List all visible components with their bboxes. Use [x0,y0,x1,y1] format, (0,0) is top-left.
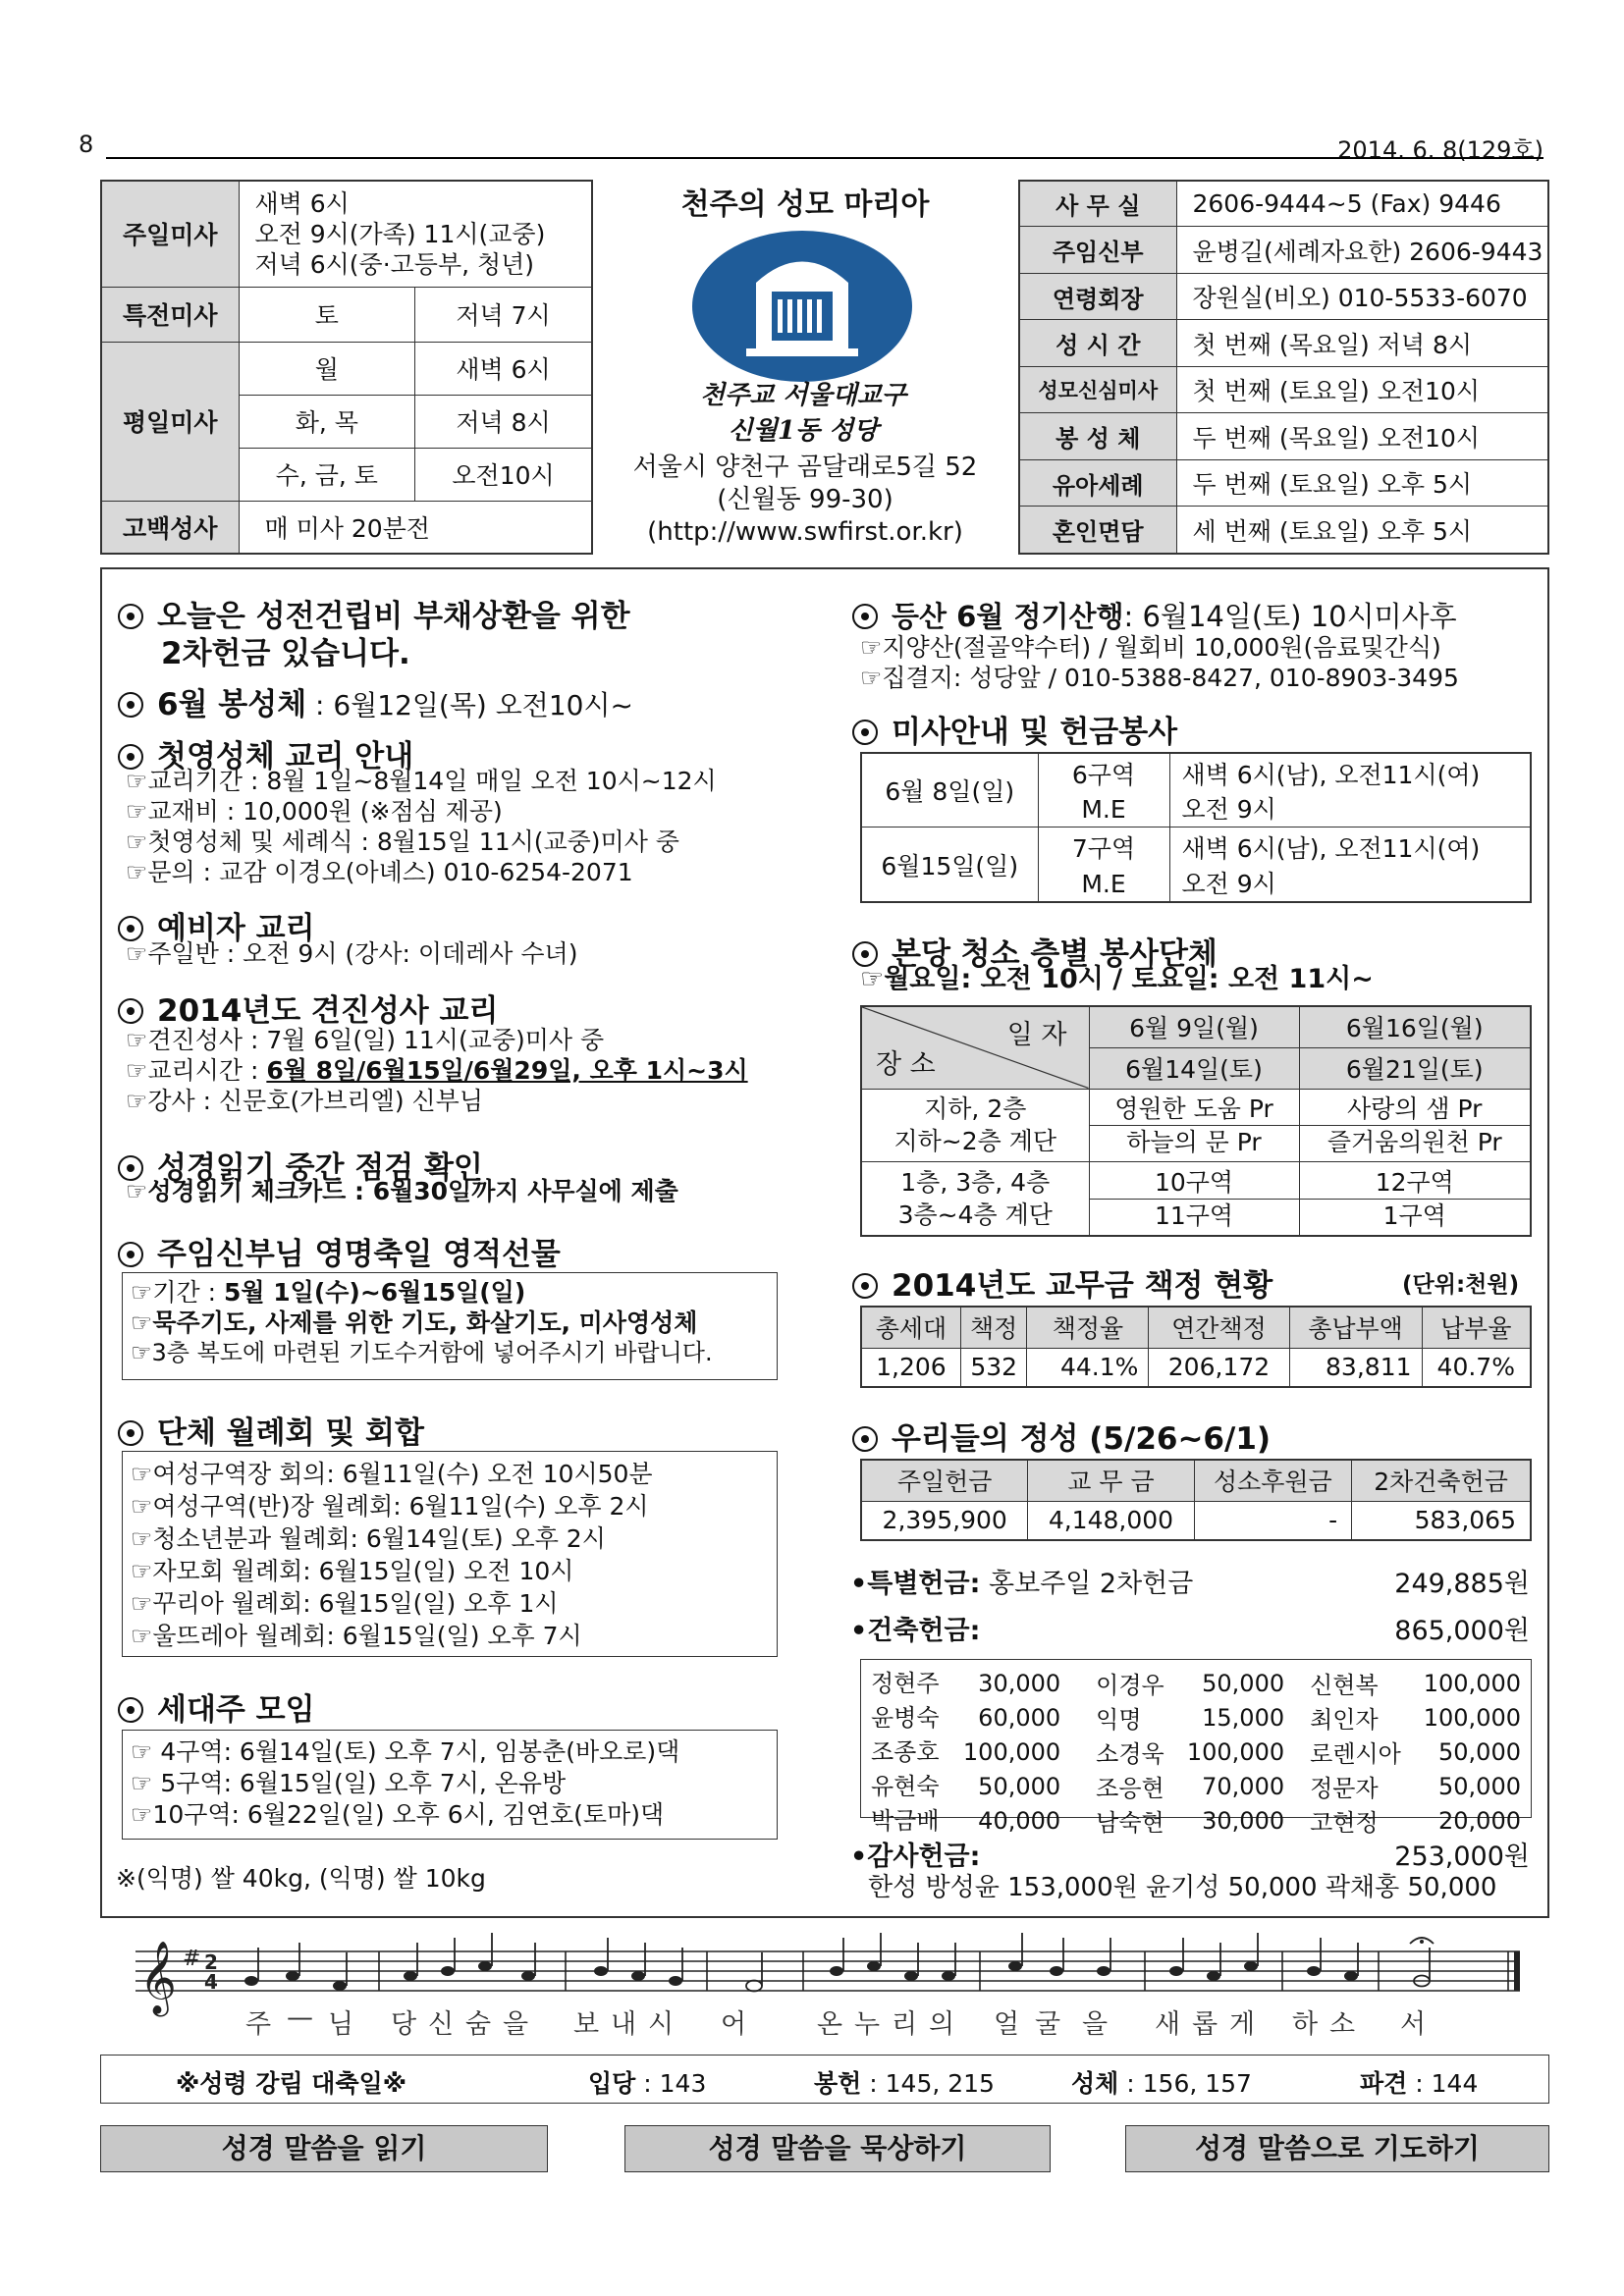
contact-label: 성모신심미사 [1019,366,1176,413]
section-title: 오늘은 성전건립비 부채상환을 위한 [157,599,630,634]
donor: 조종호 [871,1737,940,1766]
assign-line: 영원한 도움 Pr [1090,1093,1299,1126]
feast-name: ※성령 강림 대축일※ [176,2069,407,2098]
place-line: 지하~2층 계단 [893,1127,1057,1156]
sunday-time: 오전 9시(가족) 11시(교중) [254,219,546,248]
lyric: 하 [1292,2009,1319,2040]
contact-label: 연령회장 [1019,273,1176,320]
donor-amount: 100,000 [1186,1737,1285,1766]
place-line: 1층, 3층, 4층 [900,1168,1051,1198]
special-offering-desc: 홍보주일 2차헌금 [988,1569,1194,1599]
dues-header: 총납부액 [1289,1307,1422,1348]
info-line: ☞청소년분과 월례회: 6월14일(토) 오후 2시 [131,1524,606,1553]
special-mass-label: 특전미사 [101,287,239,342]
donor-amount: 15,000 [1202,1703,1285,1732]
lyric: 새 [1155,2009,1181,2040]
feast-gift-box [122,1272,778,1380]
lyric: 을 [1082,2009,1109,2040]
cleaning-date: 6월14일(토) [1089,1047,1299,1089]
info-line: ☞울뜨레아 월례회: 6월15일(일) 오후 7시 [131,1622,582,1650]
header-rule [106,157,1543,159]
dues-header: 책정율 [1027,1307,1149,1348]
lyric: 얼 [994,2009,1020,2040]
service-time: 오전 9시 [1169,793,1531,828]
info-line [131,1277,769,1308]
donor: 신현복 [1310,1672,1379,1699]
info-line: ☞묵주기도, 사제를 위한 기도, 화살기도, 미사영성체 [131,1308,698,1337]
entrance-hymn [588,2064,706,2100]
donor: 소경욱 [1096,1740,1164,1768]
info-line: ☞문의 : 교감 이경오(아녜스) 010-6254-2071 [126,858,633,886]
hymn-label: 파견 [1360,2069,1408,2098]
donor-amount: 30,000 [978,1669,1061,1697]
donor: 고현정 [1310,1809,1379,1837]
cleaning-place [861,1089,1089,1162]
donor: 박금배 [871,1806,940,1835]
info-line: ☞집결지: 성당앞 / 010-5388-8427, 010-8903-3495 [860,664,1459,692]
sunday-mass-label: 주일미사 [101,181,239,287]
hiking-lines [860,632,1459,693]
bullet-icon [118,998,143,1024]
offering-table [860,1459,1532,1541]
place-line: 지하, 2층 [924,1095,1027,1124]
donor: 최인자 [1310,1706,1379,1734]
lyric: 주 [245,2009,272,2040]
mass-schedule-table [100,180,593,555]
section-title: 첫영성체 교리 안내 [157,739,414,774]
lyric: 게 [1229,2009,1256,2040]
offering-header: 성소후원금 [1194,1460,1352,1501]
parish-logo [689,229,915,384]
lyric: 신 [428,2009,455,2040]
donor-amount: 20,000 [1438,1806,1521,1835]
building-offering-label: •건축헌금: [850,1616,981,1646]
contact-label: 혼인면담 [1019,507,1176,554]
info-line: ☞여성구역(반)장 월례회: 6월11일(수) 오후 2시 [131,1492,649,1521]
cleaning-date: 6월21일(토) [1299,1047,1531,1089]
householder-box [122,1730,778,1840]
info-line: ☞견진성사 : 7월 6일(일) 11시(교중)미사 중 [126,1026,605,1054]
lyric: 보 [573,2009,600,2040]
section-mass-service [852,707,1177,751]
building-offering-amount: 865,000원 [1394,1616,1530,1646]
section-title: 성경읽기 중간 점검 확인 [157,1150,483,1186]
offering-value: 2,395,900 [861,1501,1028,1540]
place-line: 3층~4층 계단 [897,1201,1053,1230]
cleaning-assign [1299,1089,1531,1162]
contact-value: 첫 번째 (목요일) 저녁 8시 [1176,320,1548,367]
thanks-offering-label: •감사헌금: [850,1842,981,1872]
info-line: ☞강사 : 신문호(가브리엘) 신부님 [126,1087,483,1115]
hymn-number: : 156, 157 [1118,2069,1252,2098]
corner-label-place: 장 소 [876,1048,936,1080]
weekday-time: 오전10시 [415,448,592,501]
contact-label: 주임신부 [1019,227,1176,274]
section-dues [852,1260,1272,1305]
special-offering [850,1569,1193,1599]
section-title: 본당 청소 층별 봉사단체 [892,936,1218,972]
lyric: — [287,2002,313,2033]
dues-value: 532 [960,1348,1027,1387]
info-line: ☞3층 복도에 마련된 기도수거함에 넣어주시기 바랍니다. [131,1339,713,1366]
section-confirmation [118,986,498,1030]
weekday-day: 수, 금, 토 [239,448,415,501]
contact-value: 첫 번째 (토요일) 오전10시 [1176,366,1548,413]
cleaning-assign [1089,1162,1299,1236]
lyric: 누 [854,2009,881,2040]
info-line: ☞교리기간 : 8월 1일~8월14일 매일 오전 10시~12시 [126,767,717,795]
donor: 조응현 [1096,1775,1164,1802]
service-group: 7구역 [1038,828,1169,867]
cleaning-assign [1089,1089,1299,1162]
confirmation-lines [126,1025,748,1116]
website-link[interactable]: (http://www.swfirst.or.kr) [647,517,963,547]
donor-amount: 50,000 [1438,1772,1521,1800]
offering-header: 교 무 금 [1028,1460,1194,1501]
offering-value: - [1194,1501,1352,1540]
dues-value: 40.7% [1422,1348,1531,1387]
assign-line: 사랑의 샘 Pr [1300,1093,1531,1126]
donor-amount: 100,000 [962,1737,1061,1766]
lyric: 시 [648,2009,675,2040]
offering-value: 583,065 [1352,1501,1531,1540]
lyric: 서 [1400,2009,1427,2040]
service-date: 6월15일(일) [861,828,1038,902]
parish-address [609,452,1001,549]
lyric: 어 [721,2009,747,2040]
section-title: 2014년도 견진성사 교리 [157,993,499,1029]
info-line: ☞10구역: 6월22일(일) 오후 6시, 김연호(토마)댁 [131,1800,665,1829]
bullet-icon [852,1426,878,1452]
contact-value: 두 번째 (목요일) 오전10시 [1176,413,1548,460]
section-title: 우리들의 정성 (5/26~6/1) [892,1421,1272,1457]
lyric: 리 [892,2009,918,2040]
section-title-cont: 2차헌금 있습니다. [161,636,410,671]
dues-value: 1,206 [861,1348,960,1387]
special-offering-amount: 249,885원 [1394,1569,1530,1599]
bullet-icon [118,692,143,718]
cleaning-date: 6월 9일(월) [1089,1006,1299,1047]
lyric: 내 [611,2009,637,2040]
contact-value: 윤병길(세례자요한) 2606-9443 [1176,227,1548,274]
section-communion-visit [118,679,633,723]
script-line: 신월1동 성당 [728,416,879,446]
donor-amount: 50,000 [1202,1669,1285,1697]
mass-service-table [860,752,1532,903]
offertory-hymn [814,2064,995,2100]
cleaning-place [861,1162,1089,1236]
donor: 윤병숙 [871,1703,940,1732]
cleaning-date: 6월16일(월) [1299,1006,1531,1047]
service-group: M.E [1038,867,1169,902]
donor-amount: 40,000 [978,1806,1061,1835]
section-title: 등산 6월 정기산행 [892,600,1124,633]
thanks-offering-amount: 253,000원 [1394,1842,1530,1872]
dues-header: 연간책정 [1149,1307,1289,1348]
corner-label-date: 일 자 [1006,1020,1067,1050]
hymn-label: 봉헌 [814,2069,862,2098]
weekday-time: 저녁 8시 [415,395,592,448]
section-group-meetings [118,1408,424,1452]
assign-line: 10구역 [1090,1166,1299,1200]
bullet-icon [118,1242,143,1267]
lyric: 온 [817,2009,843,2040]
hymn-number: : 144 [1407,2069,1479,2098]
assign-line: 12구역 [1300,1166,1531,1200]
special-offering-label: •특별헌금: [850,1569,981,1599]
group-meetings-box [122,1451,778,1657]
bullet-icon [118,1420,143,1446]
special-mass-day: 토 [239,287,415,342]
donor-table [871,1666,1521,1838]
lyric: 의 [929,2009,955,2040]
bullet-icon [852,604,878,629]
info-line: ☞자모회 월례회: 6월15일(일) 오전 10시 [131,1557,574,1585]
cleaning-table [860,1005,1532,1237]
cleaning-assign [1299,1162,1531,1236]
dues-value: 206,172 [1149,1348,1289,1387]
sunday-mass-times [239,181,592,287]
lyric: 을 [503,2009,529,2040]
info-line: ☞주일반 : 오전 9시 (강사: 이데레사 수녀) [126,939,578,968]
info-line: ☞지양산(절골약수터) / 월회비 10,000원(음료및간식) [860,633,1441,662]
contact-value: 두 번째 (토요일) 오후 5시 [1176,459,1548,507]
dues-value: 83,811 [1289,1348,1422,1387]
hymn-label: 성체 [1071,2069,1119,2098]
svg-text:2: 2 [204,1950,218,1974]
section-offering [852,1414,1271,1458]
contact-label: 성 시 간 [1019,320,1176,367]
donor: 익명 [1096,1706,1142,1734]
meditate-scripture-button[interactable]: 성경 말씀을 묵상하기 [624,2125,1051,2172]
section-title: 예비자 교리 [157,911,315,946]
info-line: ☞교재비 : 10,000원 (※점심 제공) [126,797,503,826]
offering-header: 2차건축헌금 [1352,1460,1531,1501]
bullet-icon [118,1697,143,1723]
script-line: 천주교 서울대교구 [700,381,906,410]
contact-label: 사 무 실 [1019,181,1176,227]
lyric: 당 [391,2009,417,2040]
hymn-numbers-bar [100,2055,1549,2104]
hymn-number: : 145, 215 [861,2069,995,2098]
weekday-day: 화, 목 [239,395,415,448]
info-line: ☞ 5구역: 6월15일(일) 오후 7시, 온유방 [131,1769,567,1797]
cleaning-header-corner [861,1006,1089,1089]
dues-header: 책정 [960,1307,1027,1348]
info-line [126,1055,748,1086]
confession-label: 고백성사 [101,501,239,554]
section-title: 세대주 모임 [157,1692,315,1728]
svg-text:#: # [183,1947,201,1971]
bullet-icon [852,720,878,745]
dues-header: 총세대 [861,1307,960,1348]
donor: 로렌시아 [1310,1740,1401,1768]
lyric: 님 [328,2009,354,2040]
pray-scripture-button[interactable]: 성경 말씀으로 기도하기 [1125,2125,1549,2172]
dues-value: 44.1% [1027,1348,1149,1387]
service-time: 새벽 6시(남), 오전11시(여) [1169,753,1531,793]
weekday-mass-label: 평일미사 [101,342,239,501]
section-title: 6월 봉성체 [157,687,307,722]
section-title: 단체 월례회 및 회합 [157,1415,424,1451]
dues-unit: (단위:천원) [1402,1272,1520,1298]
section-hiking [852,595,1457,635]
assign-line: 즐거움의원천 Pr [1326,1127,1502,1156]
section-detail: : 6월14일(토) 10시미사후 [1123,600,1457,633]
info-highlight: 5월 1일(수)~6월15일(일) [224,1278,526,1307]
section-feast-gift [118,1229,561,1273]
svg-text:𝄞: 𝄞 [139,1942,177,2014]
parish-script-name [668,378,939,449]
assign-line: 1구역 [1382,1201,1446,1230]
anonymous-donation-note: ※(익명) 쌀 40kg, (익명) 쌀 10kg [116,1864,486,1893]
sunday-time: 새벽 6시 [254,188,350,218]
donor-amount: 60,000 [978,1703,1061,1732]
section-title: 2014년도 교무금 책정 현황 [892,1268,1273,1304]
lyric: 굴 [1035,2009,1061,2040]
donor: 남숙현 [1096,1809,1164,1837]
info-line: ☞첫영성체 및 세례식 : 8월15일 11시(교중)미사 중 [126,828,679,856]
donor-box [860,1659,1532,1837]
hymn-number: : 143 [635,2069,707,2098]
svg-text:4: 4 [204,1970,218,1994]
contact-value: 세 번째 (토요일) 오후 5시 [1176,507,1548,554]
contact-label: 유아세례 [1019,459,1176,507]
donor-amount: 50,000 [978,1772,1061,1800]
bullet-icon [852,1273,878,1299]
donor-amount: 50,000 [1438,1737,1521,1766]
lyric: 소 [1329,2009,1356,2040]
assign-line: 하늘의 문 Pr [1126,1127,1262,1156]
parish-contacts-table [1018,180,1549,555]
donor: 정문자 [1310,1775,1379,1802]
donor: 이경우 [1096,1672,1164,1699]
info-line: ☞꾸리아 월례회: 6월15일(일) 오후 1시 [131,1589,559,1618]
address-line: (신월동 99-30) [717,485,893,514]
first-communion-lines [126,766,717,887]
service-time: 오전 9시 [1169,867,1531,902]
special-mass-time: 저녁 7시 [415,287,592,342]
info-line: ☞성경읽기 체크카드 : 6월30일까지 사무실에 제출 [126,1177,678,1205]
info-label: ☞기간 : [131,1278,225,1307]
contact-value: 장원실(비오) 010-5533-6070 [1176,273,1548,320]
donor: 정현주 [871,1669,940,1697]
hymn-label: 입당 [588,2069,636,2098]
lyric: 롭 [1192,2009,1218,2040]
confession-value: 매 미사 20분전 [239,501,592,554]
assign-line: 11구역 [1154,1201,1234,1230]
contact-label: 봉 성 체 [1019,413,1176,460]
contact-value: 2606-9444~5 (Fax) 9446 [1176,181,1548,227]
cleaning-times: ☞월요일: 오전 10시 / 토요일: 오전 11시~ [860,964,1374,994]
offering-header: 주일헌금 [861,1460,1028,1501]
lyric: 숨 [465,2009,492,2040]
donor: 유현숙 [871,1772,940,1800]
donor-amount: 30,000 [1202,1806,1285,1835]
thanks-offering-detail: 한성 방성윤 153,000원 윤기성 50,000 곽채홍 50,000 [868,1873,1497,1902]
address-line: 서울시 양천구 곰달래로5길 52 [632,453,978,482]
dues-table [860,1306,1532,1388]
section-householder [118,1684,315,1729]
parish-title: 천주의 성모 마리아 [680,187,930,222]
section-detail: : 6월12일(목) 오전10시~ [306,689,633,721]
weekday-time: 새벽 6시 [415,342,592,395]
service-group: M.E [1038,793,1169,828]
donor-amount: 70,000 [1202,1772,1285,1800]
section-title: 미사안내 및 헌금봉사 [892,715,1178,750]
issue-date: 2014. 6. 8(129호) [1337,136,1543,164]
info-line: ☞여성구역장 회의: 6월11일(수) 오전 10시50분 [131,1460,653,1488]
read-scripture-button[interactable]: 성경 말씀을 읽기 [100,2125,548,2172]
donor-amount: 100,000 [1423,1703,1521,1732]
sunday-time: 저녁 6시(중·고등부, 청년) [254,249,535,279]
service-date: 6월 8일(일) [861,753,1038,828]
info-line: ☞ 4구역: 6월14일(토) 오후 7시, 임봉춘(바오로)댁 [131,1737,680,1766]
service-group: 6구역 [1038,753,1169,793]
weekday-day: 월 [239,342,415,395]
offering-value: 4,148,000 [1028,1501,1194,1540]
section-title: 주임신부님 영명축일 영적선물 [157,1237,561,1272]
info-label: ☞교리시간 : [126,1056,267,1085]
dues-header: 납부율 [1422,1307,1531,1348]
bullet-icon [118,604,143,629]
communion-hymn [1071,2064,1252,2100]
info-highlight: 6월 8일/6월15일/6월29일, 오후 1시~3시 [266,1056,748,1085]
dismissal-hymn [1360,2064,1478,2100]
donor-amount: 100,000 [1423,1669,1521,1697]
page-number: 8 [79,131,94,158]
service-time: 새벽 6시(남), 오전11시(여) [1169,828,1531,867]
